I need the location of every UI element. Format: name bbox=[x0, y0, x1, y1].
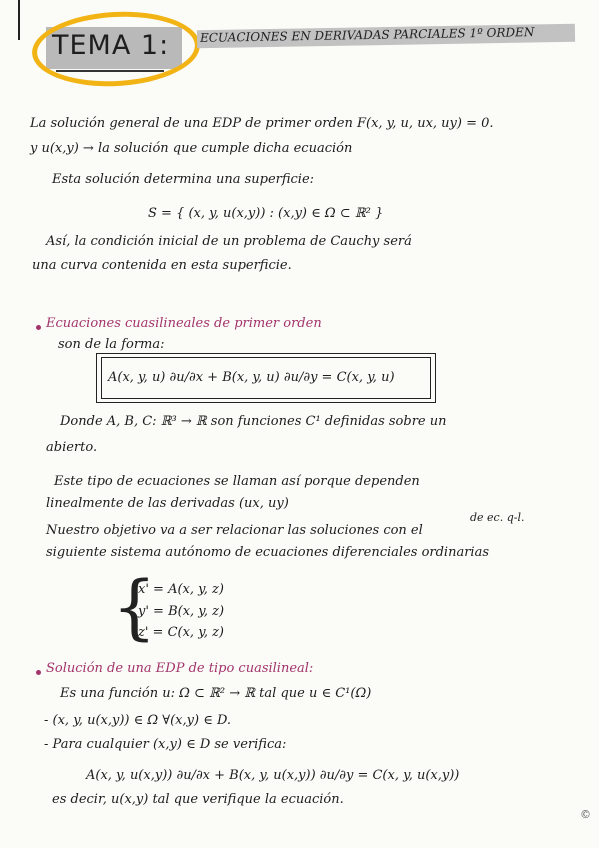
boxed-formula: A(x, y, u) ∂u/∂x + B(x, y, u) ∂u/∂y = C(x, y, u) bbox=[108, 370, 395, 385]
margin-note: de ec. q-l. bbox=[470, 511, 525, 524]
math-line: S = { (x, y, u(x,y)) : (x,y) ∈ Ω ⊂ ℝ² } bbox=[148, 206, 384, 221]
text-line: Donde A, B, C: ℝ³ → ℝ son funciones C¹ definidas sobre un bbox=[60, 414, 447, 429]
system-brace: { bbox=[112, 566, 157, 648]
page-title: TEMA 1: bbox=[52, 30, 170, 61]
ode-equation: y' = B(x, y, z) bbox=[138, 604, 225, 619]
text-line: Es una función u: Ω ⊂ ℝ² → ℝ tal que u ∈ C¹(Ω) bbox=[60, 686, 372, 701]
text-line: - Para cualquier (x,y) ∈ D se verifica: bbox=[44, 737, 287, 752]
page-corner-mark: © bbox=[580, 808, 591, 821]
text-line: Este tipo de ecuaciones se llaman así porque dependen bbox=[54, 474, 420, 489]
text-line: Esta solución determina una superficie: bbox=[52, 172, 315, 187]
text-line: Así, la condición inicial de un problema de Cauchy será bbox=[46, 234, 412, 249]
section-heading: Ecuaciones cuasilineales de primer orden bbox=[46, 316, 322, 331]
text-line: abierto. bbox=[46, 440, 98, 455]
text-line: - (x, y, u(x,y)) ∈ Ω ∀(x,y) ∈ D. bbox=[44, 713, 232, 728]
ode-equation: x' = A(x, y, z) bbox=[138, 582, 224, 597]
section-bullet bbox=[36, 325, 41, 330]
text-line: es decir, u(x,y) tal que verifique la ecuación. bbox=[52, 792, 344, 807]
text-line: La solución general de una EDP de primer orden F(x, y, u, ux, uy) = 0. bbox=[30, 116, 494, 131]
text-line: una curva contenida en esta superficie. bbox=[32, 258, 292, 273]
text-line: siguiente sistema autónomo de ecuaciones diferenciales ordinarias bbox=[46, 545, 490, 560]
math-line: A(x, y, u(x,y)) ∂u/∂x + B(x, y, u(x,y)) ∂u/∂y = C(x, y, u(x,y)) bbox=[86, 768, 460, 783]
section-heading: Solución de una EDP de tipo cuasilineal: bbox=[46, 661, 314, 676]
text-line: linealmente de las derivadas (ux, uy) bbox=[46, 496, 289, 511]
text-line: y u(x,y) → la solución que cumple dicha ecuación bbox=[30, 141, 353, 156]
text-line: son de la forma: bbox=[58, 337, 165, 352]
title-underline bbox=[56, 70, 164, 72]
ode-equation: z' = C(x, y, z) bbox=[138, 625, 224, 640]
text-line: Nuestro objetivo va a ser relacionar las soluciones con el bbox=[46, 523, 423, 538]
margin-line bbox=[18, 0, 20, 40]
section-bullet bbox=[36, 670, 41, 675]
page-subtitle: ECUACIONES EN DERIVADAS PARCIALES 1º ORDEN bbox=[199, 25, 535, 45]
